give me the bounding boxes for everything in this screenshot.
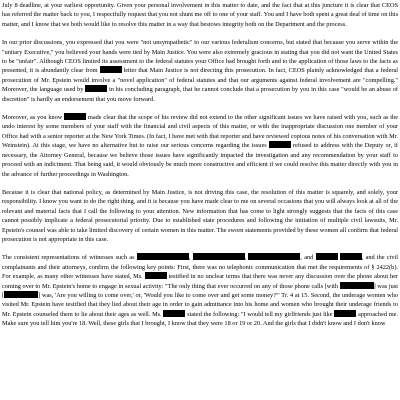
text-segment: July 8 deadline, at your earliest opportunity. Given your personal involvement in this matter to date, and the fact that at this juncture it is clear that CEOS has referred the matter back to you, I respectfully request that you not shunt me off to one of your staff. You and I have both spent a great deal of time on this matter, and I know that we both would like to resolve this matter in a way that bestows integrity both on the Department and the process. xyxy=(2,2,399,28)
redaction-block xyxy=(316,253,338,260)
redaction-block xyxy=(269,141,291,148)
text-segment: testified in no unclear terms that there was never any discussion over the phone about her coming over to Mr. Epstein's home to engage in sexual activity: "The only thing that ever occurred on any of those phone calls [with xyxy=(2,273,398,290)
paragraph-1 xyxy=(2,1,398,29)
text-segment: , and xyxy=(300,254,316,262)
paragraph-4 xyxy=(2,188,398,244)
text-segment: , xyxy=(188,254,193,262)
paragraph-2 xyxy=(2,38,398,104)
text-segment: Moreover, as you know xyxy=(2,114,65,122)
redaction-block xyxy=(100,66,122,73)
text-segment: , and the civil complainants and their attorneys, confirm the following key points: First, there was no telephonic communication that met the requirements of § 2422(b). For example, as many other witnesses have stated, Ms. xyxy=(2,254,398,281)
text-segment: stated the following: "I would tell my girlfriends just like xyxy=(185,310,335,318)
text-segment: The consistent representations of witnesses such as xyxy=(2,254,137,262)
text-segment: made clear that the scope of his review did not extend to the other significant issues we have raised with you, such as the undo interest by some members of your staff with the financial and civil aspects of this matter, or with the inappropriate discussion one member of your Office had with a senior reporter at the New York Times. (In fact, I have met with that reporter and have reviewed copious notes of his conversation with Mr. Weinstein). At this stage, we have no alternative but to raise our serious concerns regarding the issues xyxy=(2,114,398,150)
redaction-block xyxy=(64,113,86,120)
text-segment: Because it is clear that national policy, as determined by Main Justice, is not driving this case, the resolution of this matter is squarely, and solely, your responsibility. I know you want to do the right thing, and it is because you have made clear to me on several occasions that you will always look at all of the relevant and material facts that I call the following to your attention. New information that has come to light strongly suggests that the facts of this case cannot possibly implicate a federal prosecutorial priority. Due to established state procedures and following the initiation of multiple civil lawsuits, Mr. Epstein's counsel was able to take limited discovery of certain women in this matter. The sworn statements provided by these women all confirm that federal prosecution is not appropriate in this case. xyxy=(2,188,398,243)
redaction-block xyxy=(340,253,362,260)
redaction-block xyxy=(137,253,189,260)
redaction-block xyxy=(145,272,167,279)
redaction-block xyxy=(340,282,374,289)
redaction-block xyxy=(4,291,38,298)
text-segment: approached me. Make sure you tell him you're 18. Well, these girls that I brought, I know that they were 18 or 19 or 20. And the girls that I didn't know and I don't know xyxy=(2,310,398,328)
text-segment: In our prior discussions, you expressed that you were "not unsympathetic" to our various federalism concerns, but stated that because you serve within the "unitary Executive," you believed your hands were tied by Main Justice. You were also extremely gracious in stating that you did not want the United States to be "unfair". Although CEOS limited its assessment to the federal statutes your Office had brought forth and to the application of those laws to the facts as presented, it is abundantly clear from xyxy=(2,39,398,75)
text-segment: refused to address with the Deputy or, if necessary, the Attorney General, because we believe those issues have significantly impacted the investigation and any recommendation by your staff to proceed with an indictment. That being said, it would obviously be much more constructive and efficient if we could resolve this matter directly with you in the advance of further proceedings in Washington. xyxy=(2,142,398,178)
text-segment: , xyxy=(244,254,249,262)
paragraph-5 xyxy=(2,253,398,328)
redaction-block xyxy=(248,253,300,260)
redaction-block xyxy=(85,85,107,92)
text-segment: ] was just [ xyxy=(2,282,398,299)
redaction-block xyxy=(334,310,356,317)
text-segment: ] was, 'Are you willing to come over,' or, 'Would you like to come over and get some money?'" Tr. 4 at 15. Second, the underage women who visited Mr. Epstein have testified that they lied about their age in order to gain admittance into his home and women who brought their underage friends to Mr. Epstein counseled them to lie about their ages as well. Ms. xyxy=(2,291,398,318)
text-segment: letter that Main Justice is not directing this prosecution. In fact, CEOS plainly acknowledged that a federal prosecution of Mr. Epstein would involve a "novel application" of federal statutes and that our arguments against federal involvement are "compelling." Moreover, the language used by xyxy=(2,67,399,94)
text-segment: in his concluding paragraph, that he cannot conclude that a prosecution by you in this case "would be an abuse of discretion" is hardly an endorsement that you move forward. xyxy=(2,86,399,103)
paragraph-3 xyxy=(2,113,398,179)
redaction-block xyxy=(163,310,185,317)
redaction-block xyxy=(193,253,245,260)
